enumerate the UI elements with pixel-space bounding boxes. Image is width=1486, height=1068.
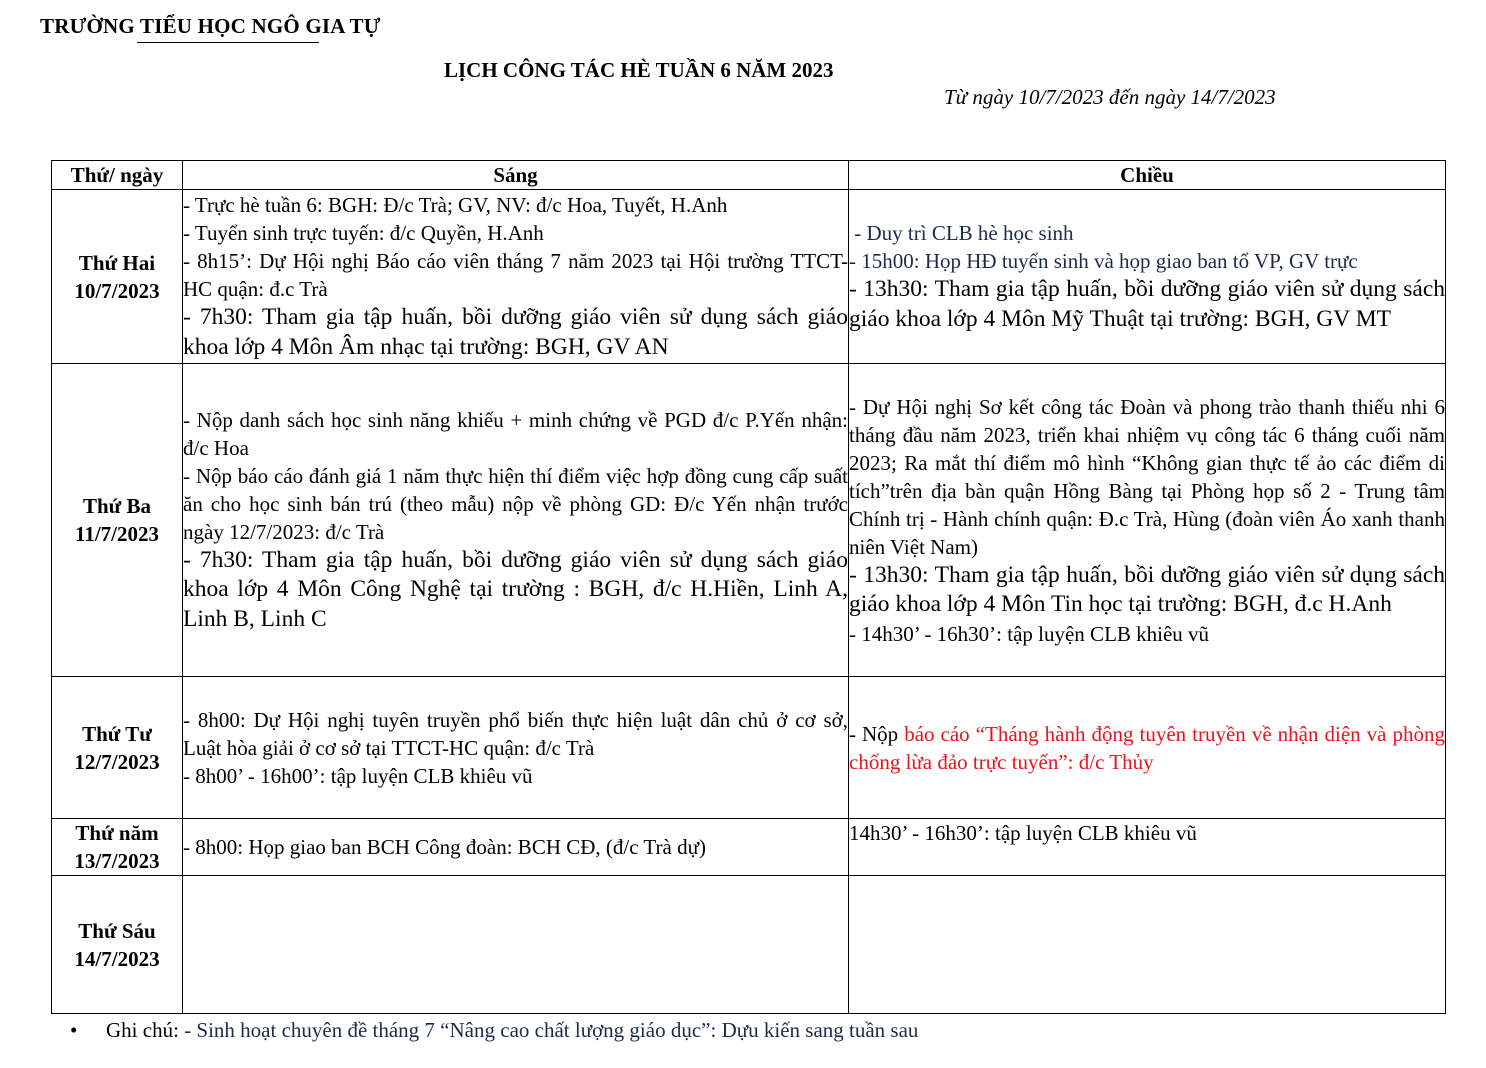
- day-cell: [52, 677, 183, 819]
- morning-item: - 8h15’: Dự Hội nghị Báo cáo viên tháng 7 năm 2023 tại Hội trường TTCT-HC quận: đ.c Trà: [183, 249, 848, 301]
- afternoon-item: - 13h30: Tham gia tập huấn, bồi dưỡng giáo viên sử dụng sách giáo khoa lớp 4 Môn Mỹ Thuật tại trường: BGH, GV MT: [849, 276, 1445, 332]
- afternoon-item: - 14h30’ - 16h30’: tập luyện CLB khiêu vũ: [849, 621, 1210, 646]
- morning-item: - Trực hè tuần 6: BGH: Đ/c Trà; GV, NV: đ/c Hoa, Tuyết, H.Anh: [183, 193, 728, 217]
- document-title: LỊCH CÔNG TÁC HÈ TUẦN 6 NĂM 2023: [444, 58, 834, 82]
- morning-cell: [183, 819, 849, 876]
- day-cell: [52, 819, 183, 876]
- morning-item: - 7h30: Tham gia tập huấn, bồi dưỡng giáo viên sử dụng sách giáo khoa lớp 4 Môn Công Nghệ tại trường : BGH, đ/c H.Hiền, Linh A, Linh B, Linh C: [183, 546, 848, 632]
- table-row-thursday: [52, 819, 1446, 876]
- afternoon-cell: [849, 876, 1446, 1014]
- afternoon-cell: [849, 677, 1446, 819]
- day-date: 10/7/2023: [74, 278, 160, 303]
- afternoon-item-prefix: - Nộp: [849, 721, 905, 746]
- day-date: 11/7/2023: [74, 522, 159, 546]
- morning-cell: [183, 364, 849, 677]
- morning-item: - 7h30: Tham gia tập huấn, bồi dưỡng giáo viên sử dụng sách giáo khoa lớp 4 Môn Âm nhạc tại trường: BGH, GV AN: [183, 304, 848, 360]
- day-name: Thứ Hai: [78, 250, 156, 275]
- afternoon-item: 14h30’ - 16h30’: tập luyện CLB khiêu vũ: [849, 821, 1197, 845]
- day-name: Thứ Ba: [82, 494, 152, 518]
- afternoon-item: - 13h30: Tham gia tập huấn, bồi dưỡng giáo viên sử dụng sách giáo khoa lớp 4 Môn Tin học tại trường: BGH, đ.c H.Anh: [849, 561, 1445, 617]
- afternoon-item: - Dự Hội nghị Sơ kết công tác Đoàn và phong trào thanh thiếu nhi 6 tháng đầu năm 2023, triển khai nhiệm vụ công tác 6 tháng cuối năm 2023; Ra mắt thí điểm mô hình “Không gian thực tế ảo các điểm di tích”trên địa bàn quận Hồng Bàng tại Phòng họp số 2 - Trung tâm Chính trị - Hành chính quận: Đ.c Trà, Hùng (đoàn viên Áo xanh thanh niên Việt Nam): [849, 394, 1445, 559]
- school-name-underline: [137, 42, 319, 43]
- afternoon-cell: [849, 364, 1446, 677]
- note: [70, 1018, 918, 1043]
- day-cell: [52, 364, 183, 677]
- day-date: 14/7/2023: [74, 946, 160, 971]
- table-header-row: [52, 161, 1446, 190]
- day-date: 12/7/2023: [74, 749, 160, 774]
- afternoon-item: [849, 720, 1445, 776]
- note-label: Ghi chú:: [106, 1018, 179, 1042]
- table-row-friday: [52, 876, 1446, 1014]
- table-row-wednesday: [52, 677, 1446, 819]
- day-cell: [52, 876, 183, 1014]
- bullet-icon: •: [70, 1018, 78, 1042]
- morning-cell: [183, 876, 849, 1014]
- table-row-tuesday: [52, 364, 1446, 677]
- day-date: 13/7/2023: [74, 849, 160, 873]
- school-name: TRƯỜNG TIỂU HỌC NGÔ GIA TỰ: [40, 14, 381, 38]
- day-name: Thứ năm: [75, 821, 159, 845]
- morning-item: - 8h00: Họp giao ban BCH Công đoàn: BCH CĐ, (đ/c Trà dự): [183, 835, 706, 859]
- column-header-day: Thứ/ ngày: [52, 161, 183, 190]
- morning-item: - 8h00: Dự Hội nghị tuyên truyền phổ biến thực hiện luật dân chủ ở cơ sở, Luật hòa giải ở cơ sở tại TTCT-HC quận: đ/c Trà: [183, 707, 848, 760]
- morning-cell: [183, 677, 849, 819]
- morning-item: - Tuyển sinh trực tuyến: đ/c Quyền, H.Anh: [183, 221, 544, 245]
- afternoon-item: - Duy trì CLB hè học sinh: [849, 221, 1074, 245]
- schedule-table: [51, 160, 1446, 1014]
- afternoon-item: - 15h00: Họp HĐ tuyển sinh và họp giao ban tổ VP, GV trực: [849, 249, 1358, 273]
- note-text: - Sinh hoạt chuyên đề tháng 7 “Nâng cao chất lượng giáo dục”: Dựu kiến sang tuần sau: [178, 1018, 919, 1042]
- afternoon-cell: [849, 190, 1446, 364]
- afternoon-cell: [849, 819, 1446, 876]
- day-cell: [52, 190, 183, 364]
- morning-cell: [183, 190, 849, 364]
- column-header-morning: Sáng: [183, 161, 849, 190]
- table-row-monday: [52, 190, 1446, 364]
- morning-item: - Nộp danh sách học sinh năng khiếu + minh chứng về PGD đ/c P.Yến nhận: đ/c Hoa: [183, 407, 848, 460]
- day-name: Thứ Sáu: [78, 918, 156, 943]
- morning-item: - Nộp báo cáo đánh giá 1 năm thực hiện thí điểm việc hợp đồng cung cấp suất ăn cho học sinh bán trú (theo mẫu) nộp về phòng GD: Đ/c Yến nhận trước ngày 12/7/2023: đ/c Trà: [183, 463, 848, 544]
- date-range: Từ ngày 10/7/2023 đến ngày 14/7/2023: [944, 85, 1276, 109]
- morning-item: - 8h00’ - 16h00’: tập luyện CLB khiêu vũ: [183, 763, 533, 788]
- afternoon-item-highlight: báo cáo “Tháng hành động tuyên truyền về nhận diện và phòng chống lừa đảo trực tuyến”: đ/c Thủy: [849, 721, 1445, 774]
- column-header-afternoon: Chiều: [849, 161, 1446, 190]
- day-name: Thứ Tư: [82, 721, 152, 746]
